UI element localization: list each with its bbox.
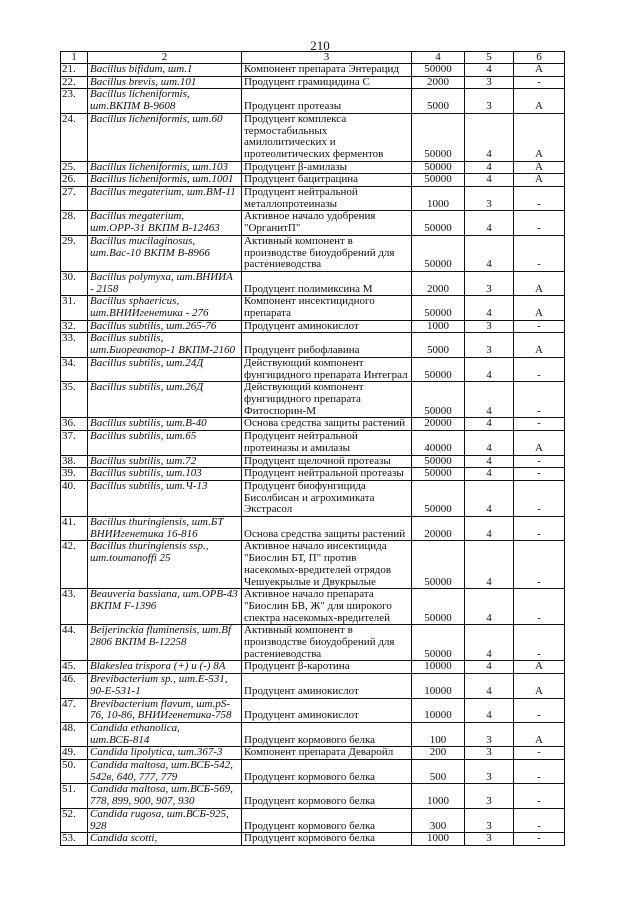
class-cell: -: [514, 808, 565, 832]
purpose-cell: Продуцент полимиксина М: [242, 271, 412, 295]
class-cell: -: [514, 211, 565, 235]
dose-cell: 50000: [412, 211, 465, 235]
group-cell: 3: [465, 320, 514, 333]
row-number-cell: 45.: [61, 661, 88, 674]
group-cell: 4: [465, 113, 514, 161]
dose-cell: 50000: [412, 64, 465, 77]
purpose-cell: Продуцент щелочной протеазы: [242, 455, 412, 468]
class-cell: A: [514, 64, 565, 77]
organism-name-cell: Brevibacterium sp., шт.Е-531, 90-Е-531-1: [88, 674, 242, 698]
group-cell: 3: [465, 333, 514, 357]
group-cell: 3: [465, 808, 514, 832]
class-cell: A: [514, 161, 565, 174]
group-cell: 4: [465, 698, 514, 722]
dose-cell: 50000: [412, 113, 465, 161]
row-number-cell: 33.: [61, 333, 88, 357]
row-number-cell: 26.: [61, 174, 88, 187]
organism-name-cell: Bacillus subtilis, шт.265-76: [88, 320, 242, 333]
class-cell: -: [514, 76, 565, 89]
table-row: [61, 161, 565, 174]
purpose-cell: Продуцент аминокислот: [242, 320, 412, 333]
row-number-cell: 21.: [61, 64, 88, 77]
purpose-cell: Активный компонент в производстве биоудобрений для растениеводства: [242, 625, 412, 661]
table-row: [61, 296, 565, 320]
purpose-cell: Продуцент кормового белка: [242, 808, 412, 832]
purpose-cell: Продуцент β-каротина: [242, 661, 412, 674]
table-row: [61, 541, 565, 589]
group-cell: 4: [465, 661, 514, 674]
row-number-cell: 51.: [61, 784, 88, 808]
purpose-cell: Продуцент β-амилазы: [242, 161, 412, 174]
dose-cell: 300: [412, 808, 465, 832]
dose-cell: 500: [412, 760, 465, 784]
group-cell: 4: [465, 235, 514, 271]
dose-cell: 50000: [412, 296, 465, 320]
class-cell: -: [514, 541, 565, 589]
purpose-cell: Продуцент комплекса термостабильных амилолитических и протеолитических ферментов: [242, 113, 412, 161]
table-row: [61, 833, 565, 846]
dose-cell: 50000: [412, 161, 465, 174]
purpose-cell: Продуцент рибофлавина: [242, 333, 412, 357]
table-row: [61, 320, 565, 333]
organism-name-cell: Bacillus subtilis, шт.72: [88, 455, 242, 468]
dose-cell: 200: [412, 747, 465, 760]
group-cell: 4: [465, 418, 514, 431]
table-row: [61, 357, 565, 381]
dose-cell: 20000: [412, 418, 465, 431]
row-number-cell: 34.: [61, 357, 88, 381]
organism-name-cell: Bacillus subtilis, шт.В-40: [88, 418, 242, 431]
column-header: 4: [412, 52, 465, 64]
purpose-cell: Компонент инсектицидного препарата: [242, 296, 412, 320]
row-number-cell: 44.: [61, 625, 88, 661]
row-number-cell: 46.: [61, 674, 88, 698]
organism-name-cell: Bacillus licheniformis, шт.60: [88, 113, 242, 161]
purpose-cell: Действующий компонент фунгицидного препарата Фитоспорин-М: [242, 382, 412, 418]
table-row: [61, 661, 565, 674]
dose-cell: 1000: [412, 187, 465, 211]
group-cell: 4: [465, 541, 514, 589]
organism-name-cell: Candida maltosa, шт.ВСБ-542, 542в, 640, 777, 779: [88, 760, 242, 784]
row-number-cell: 47.: [61, 698, 88, 722]
table-row: [61, 76, 565, 89]
group-cell: 4: [465, 517, 514, 541]
dose-cell: 50000: [412, 382, 465, 418]
table-row: [61, 64, 565, 77]
organism-name-cell: Candida rugosa, шт.ВСБ-925, 928: [88, 808, 242, 832]
class-cell: A: [514, 89, 565, 113]
row-number-cell: 49.: [61, 747, 88, 760]
table-row: [61, 589, 565, 625]
purpose-cell: Продуцент нейтральной протеазы: [242, 468, 412, 481]
purpose-cell: Активное начало препарата "Биослин БВ, Ж" для широкого спектра насекомых-вредителей: [242, 589, 412, 625]
group-cell: 4: [465, 468, 514, 481]
row-number-cell: 27.: [61, 187, 88, 211]
group-cell: 4: [465, 382, 514, 418]
dose-cell: 5000: [412, 89, 465, 113]
group-cell: 4: [465, 161, 514, 174]
table-row: [61, 674, 565, 698]
class-cell: A: [514, 431, 565, 455]
organism-name-cell: Brevibacterium flavum, шт.pS-76, 10-86, ВНИИгенетика-758: [88, 698, 242, 722]
class-cell: -: [514, 187, 565, 211]
organism-name-cell: Bacillus licheniformis, шт.ВКПМ В-9608: [88, 89, 242, 113]
table-row: [61, 722, 565, 746]
dose-cell: 10000: [412, 661, 465, 674]
table-row: [61, 431, 565, 455]
group-cell: 3: [465, 89, 514, 113]
dose-cell: 50000: [412, 480, 465, 516]
purpose-cell: Продуцент кормового белка: [242, 784, 412, 808]
class-cell: A: [514, 661, 565, 674]
organism-name-cell: Bacillus megaterium, шт.ВМ-11: [88, 187, 242, 211]
dose-cell: 10000: [412, 698, 465, 722]
organism-name-cell: Candida ethanolica, шт.ВСБ-814: [88, 722, 242, 746]
class-cell: -: [514, 625, 565, 661]
organism-name-cell: Blakeslea trispora (+) и (-) 8А: [88, 661, 242, 674]
row-number-cell: 29.: [61, 235, 88, 271]
purpose-cell: Продуцент протеазы: [242, 89, 412, 113]
organism-name-cell: Bacillus subtilis, шт.Биореактор-1 ВКПМ-2160: [88, 333, 242, 357]
dose-cell: 50000: [412, 455, 465, 468]
organism-name-cell: Bacillus subtilis, шт.Ч-13: [88, 480, 242, 516]
column-header: 3: [242, 52, 412, 64]
purpose-cell: Активное начало удобрения "ОрганитП": [242, 211, 412, 235]
purpose-cell: Продуцент кормового белка: [242, 760, 412, 784]
table-row: [61, 517, 565, 541]
table-row: [61, 235, 565, 271]
class-cell: -: [514, 784, 565, 808]
row-number-cell: 23.: [61, 89, 88, 113]
organism-name-cell: Bacillus subtilis, шт.65: [88, 431, 242, 455]
row-number-cell: 53.: [61, 833, 88, 846]
row-number-cell: 43.: [61, 589, 88, 625]
dose-cell: 1000: [412, 784, 465, 808]
dose-cell: 2000: [412, 76, 465, 89]
group-cell: 4: [465, 674, 514, 698]
class-cell: -: [514, 357, 565, 381]
class-cell: -: [514, 382, 565, 418]
row-number-cell: 50.: [61, 760, 88, 784]
row-number-cell: 39.: [61, 468, 88, 481]
row-number-cell: 52.: [61, 808, 88, 832]
row-number-cell: 32.: [61, 320, 88, 333]
purpose-cell: Продуцент бацитрацина: [242, 174, 412, 187]
table-row: [61, 480, 565, 516]
class-cell: A: [514, 722, 565, 746]
purpose-cell: Продуцент нейтральной металлопротеиназы: [242, 187, 412, 211]
purpose-cell: Активный компонент в производстве биоудобрений для растениеводства: [242, 235, 412, 271]
row-number-cell: 38.: [61, 455, 88, 468]
purpose-cell: Продуцент биофунгицида Бисолбисан и агрохимиката Экстрасол: [242, 480, 412, 516]
row-number-cell: 41.: [61, 517, 88, 541]
group-cell: 4: [465, 480, 514, 516]
organism-name-cell: Candida maltosa, шт.ВСБ-569, 778, 899, 900, 907, 930: [88, 784, 242, 808]
organism-name-cell: Beauveria bassiana, шт.ОРВ-43 ВКПМ F-1396: [88, 589, 242, 625]
table-row: [61, 333, 565, 357]
purpose-cell: Компонент препарата Энтерацид: [242, 64, 412, 77]
table-row: [61, 187, 565, 211]
group-cell: 3: [465, 76, 514, 89]
class-cell: A: [514, 674, 565, 698]
dose-cell: 2000: [412, 271, 465, 295]
dose-cell: 10000: [412, 674, 465, 698]
table-header-row: [61, 52, 565, 64]
table-row: [61, 784, 565, 808]
group-cell: 4: [465, 431, 514, 455]
table-row: [61, 747, 565, 760]
group-cell: 4: [465, 211, 514, 235]
purpose-cell: Продуцент аминокислот: [242, 674, 412, 698]
row-number-cell: 48.: [61, 722, 88, 746]
dose-cell: 5000: [412, 333, 465, 357]
purpose-cell: Продуцент грамицидина С: [242, 76, 412, 89]
organism-name-cell: Candida lipolytica, шт.367-3: [88, 747, 242, 760]
dose-cell: 50000: [412, 541, 465, 589]
class-cell: -: [514, 517, 565, 541]
organism-name-cell: Candida scotti,: [88, 833, 242, 846]
group-cell: 3: [465, 722, 514, 746]
organism-name-cell: Bacillus brevis, шт.101: [88, 76, 242, 89]
group-cell: 4: [465, 296, 514, 320]
dose-cell: 1000: [412, 833, 465, 846]
dose-cell: 50000: [412, 235, 465, 271]
organism-name-cell: Bacillus licheniformis, шт.1001: [88, 174, 242, 187]
organism-name-cell: Bacillus mucilaginosus, шт.Вас-10 ВКПМ В-8966: [88, 235, 242, 271]
row-number-cell: 30.: [61, 271, 88, 295]
column-header: 6: [514, 52, 565, 64]
column-header: 5: [465, 52, 514, 64]
table-row: [61, 113, 565, 161]
organism-name-cell: Bacillus subtilis, шт.103: [88, 468, 242, 481]
row-number-cell: 37.: [61, 431, 88, 455]
row-number-cell: 36.: [61, 418, 88, 431]
table-row: [61, 808, 565, 832]
class-cell: -: [514, 589, 565, 625]
class-cell: A: [514, 333, 565, 357]
dose-cell: 40000: [412, 431, 465, 455]
table-row: [61, 89, 565, 113]
group-cell: 3: [465, 784, 514, 808]
row-number-cell: 22.: [61, 76, 88, 89]
purpose-cell: Компонент препарата Деваройл: [242, 747, 412, 760]
organism-name-cell: Bacillus thuringiensis ssp., шт.toumanoffi 25: [88, 541, 242, 589]
group-cell: 4: [465, 589, 514, 625]
table-row: [61, 625, 565, 661]
group-cell: 3: [465, 760, 514, 784]
table-row: [61, 698, 565, 722]
class-cell: A: [514, 174, 565, 187]
dose-cell: 20000: [412, 517, 465, 541]
purpose-cell: Действующий компонент фунгицидного препарата Интеграл: [242, 357, 412, 381]
organism-name-cell: Bacillus polymyxa, шт.ВНИИА - 2158: [88, 271, 242, 295]
organism-name-cell: Bacillus subtilis, шт.24Д: [88, 357, 242, 381]
page-number: 210: [310, 38, 330, 53]
group-cell: 4: [465, 455, 514, 468]
purpose-cell: Основа средства защиты растений: [242, 517, 412, 541]
organism-name-cell: Bacillus subtilis, шт.26Д: [88, 382, 242, 418]
class-cell: -: [514, 235, 565, 271]
table-row: [61, 468, 565, 481]
purpose-cell: Основа средства защиты растений: [242, 418, 412, 431]
table-row: [61, 418, 565, 431]
class-cell: A: [514, 296, 565, 320]
table-row: [61, 271, 565, 295]
class-cell: -: [514, 468, 565, 481]
group-cell: 3: [465, 187, 514, 211]
dose-cell: 50000: [412, 468, 465, 481]
group-cell: 4: [465, 357, 514, 381]
purpose-cell: Продуцент кормового белка: [242, 833, 412, 846]
row-number-cell: 40.: [61, 480, 88, 516]
class-cell: -: [514, 833, 565, 846]
group-cell: 4: [465, 625, 514, 661]
row-number-cell: 25.: [61, 161, 88, 174]
dose-cell: 50000: [412, 625, 465, 661]
group-cell: 3: [465, 747, 514, 760]
class-cell: -: [514, 418, 565, 431]
table-row: [61, 211, 565, 235]
row-number-cell: 31.: [61, 296, 88, 320]
dose-cell: 100: [412, 722, 465, 746]
class-cell: -: [514, 760, 565, 784]
organism-name-cell: Bacillus sphaericus, шт.ВНИИгенетика - 276: [88, 296, 242, 320]
purpose-cell: Продуцент нейтральной протеиназы и амилазы: [242, 431, 412, 455]
purpose-cell: Продуцент аминокислот: [242, 698, 412, 722]
class-cell: -: [514, 480, 565, 516]
group-cell: 4: [465, 174, 514, 187]
class-cell: -: [514, 747, 565, 760]
organism-name-cell: Beijerinckia fluminensis, шт.Bf 2806 ВКПМ В-12258: [88, 625, 242, 661]
dose-cell: 50000: [412, 174, 465, 187]
group-cell: 4: [465, 64, 514, 77]
class-cell: A: [514, 113, 565, 161]
table-row: [61, 174, 565, 187]
class-cell: -: [514, 455, 565, 468]
purpose-cell: Активное начало инсектицида "Биослин БТ, П" против насекомых-вредителей отрядов Чешуекрылые и Двукрылые: [242, 541, 412, 589]
table-row: [61, 760, 565, 784]
microorganism-table: [60, 51, 565, 846]
organism-name-cell: Bacillus thuringiensis, шт.БТ ВНИИгенетика 16-816: [88, 517, 242, 541]
table-row: [61, 455, 565, 468]
class-cell: -: [514, 320, 565, 333]
column-header: 1: [61, 52, 88, 64]
group-cell: 3: [465, 833, 514, 846]
organism-name-cell: Bacillus bifidum, шт.1: [88, 64, 242, 77]
class-cell: A: [514, 271, 565, 295]
row-number-cell: 42.: [61, 541, 88, 589]
table-row: [61, 382, 565, 418]
column-header: 2: [88, 52, 242, 64]
row-number-cell: 24.: [61, 113, 88, 161]
dose-cell: 50000: [412, 357, 465, 381]
organism-name-cell: Bacillus licheniformis, шт.103: [88, 161, 242, 174]
group-cell: 3: [465, 271, 514, 295]
dose-cell: 50000: [412, 589, 465, 625]
purpose-cell: Продуцент кормового белка: [242, 722, 412, 746]
class-cell: -: [514, 698, 565, 722]
row-number-cell: 28.: [61, 211, 88, 235]
organism-name-cell: Bacillus megaterium, шт.ОРР-31 ВКПМ В-12463: [88, 211, 242, 235]
dose-cell: 1000: [412, 320, 465, 333]
row-number-cell: 35.: [61, 382, 88, 418]
